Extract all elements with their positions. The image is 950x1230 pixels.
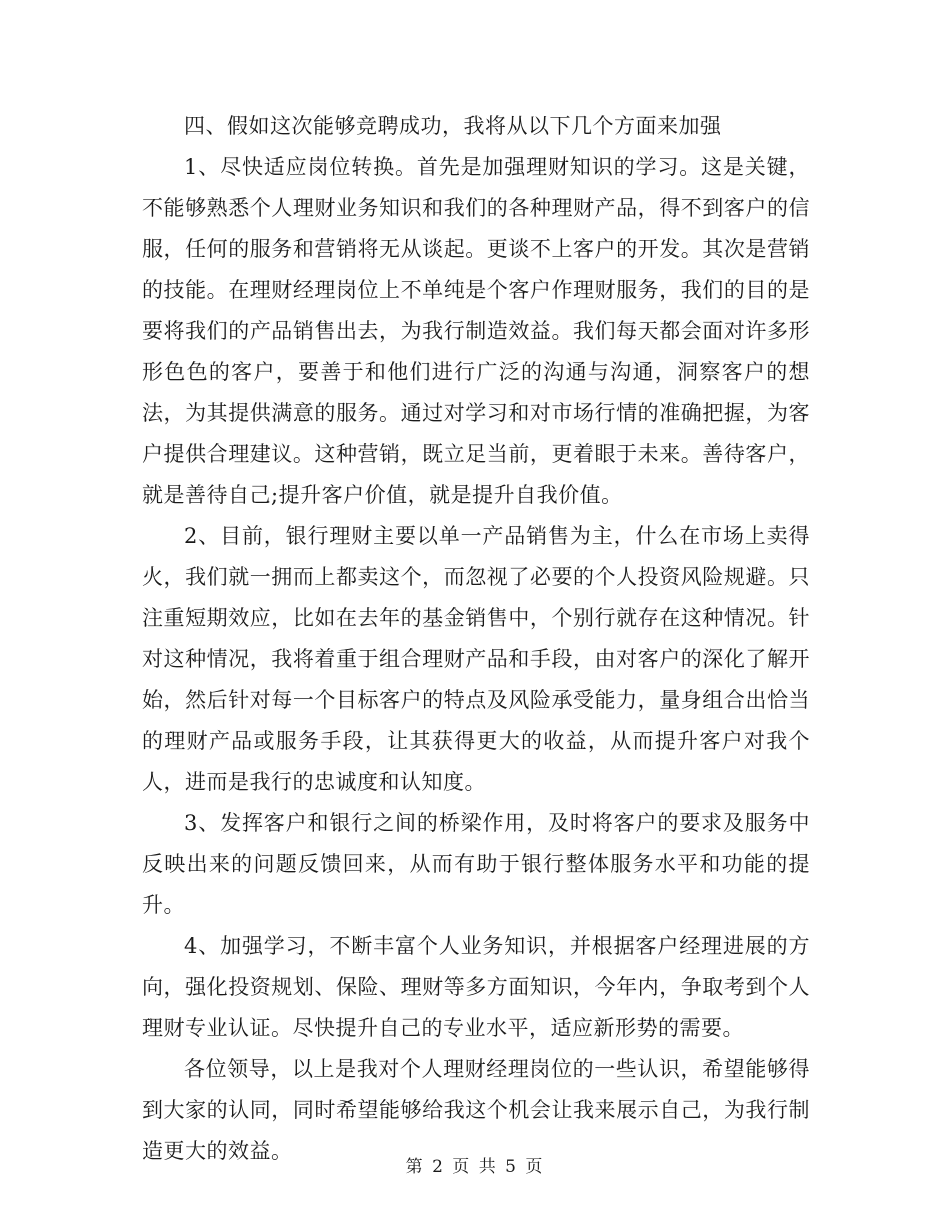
paragraph-point-3: 3、发挥客户和银行之间的桥梁作用，及时将客户的要求及服务中反映出来的问题反馈回来，从而有助于银行整体服务水平和功能的提升。	[142, 811, 810, 917]
page-number-footer: 第 2 页 共 5 页	[405, 1157, 545, 1177]
document-body	[142, 106, 810, 1172]
paragraph-point-4: 4、加强学习，不断丰富个人业务知识，并根据客户经理进展的方向，强化投资规划、保险、理财等多方面知识，今年内，争取考到个人理财专业认证。尽快提升自己的专业水平，适应新形势的需要。	[142, 934, 810, 1040]
paragraph-point-1: 1、尽快适应岗位转换。首先是加强理财知识的学习。这是关键，不能够熟悉个人理财业务知识和我们的各种理财产品，得不到客户的信服，任何的服务和营销将无从谈起。更谈不上客户的开发。其次是营销的技能。在理财经理岗位上不单纯是个客户作理财服务，我们的目的是要将我们的产品销售出去，为我行制造效益。我们每天都会面对许多形形色色的客户，要善于和他们进行广泛的沟通与沟通，洞察客户的想法，为其提供满意的服务。通过对学习和对市场行情的准确把握，为客户提供合理建议。这种营销，既立足当前，更着眼于未来。善待客户，就是善待自己;提升客户价值，就是提升自我价值。	[142, 155, 810, 507]
paragraph-section-heading: 四、假如这次能够竞聘成功，我将从以下几个方面来加强	[184, 114, 722, 138]
paragraph-point-2: 2、目前，银行理财主要以单一产品销售为主，什么在市场上卖得火，我们就一拥而上都卖这个，而忽视了必要的个人投资风险规避。只注重短期效应，比如在去年的基金销售中，个别行就存在这种情况。针对这种情况，我将着重于组合理财产品和手段，由对客户的深化了解开始，然后针对每一个目标客户的特点及风险承受能力，量身组合出恰当的理财产品或服务手段，让其获得更大的收益，从而提升客户对我个人，进而是我行的忠诚度和认知度。	[142, 524, 810, 794]
paragraph-closing: 各位领导，以上是我对个人理财经理岗位的一些认识，希望能够得到大家的认同，同时希望能够给我这个机会让我来展示自己，为我行制造更大的效益。	[142, 1057, 810, 1163]
